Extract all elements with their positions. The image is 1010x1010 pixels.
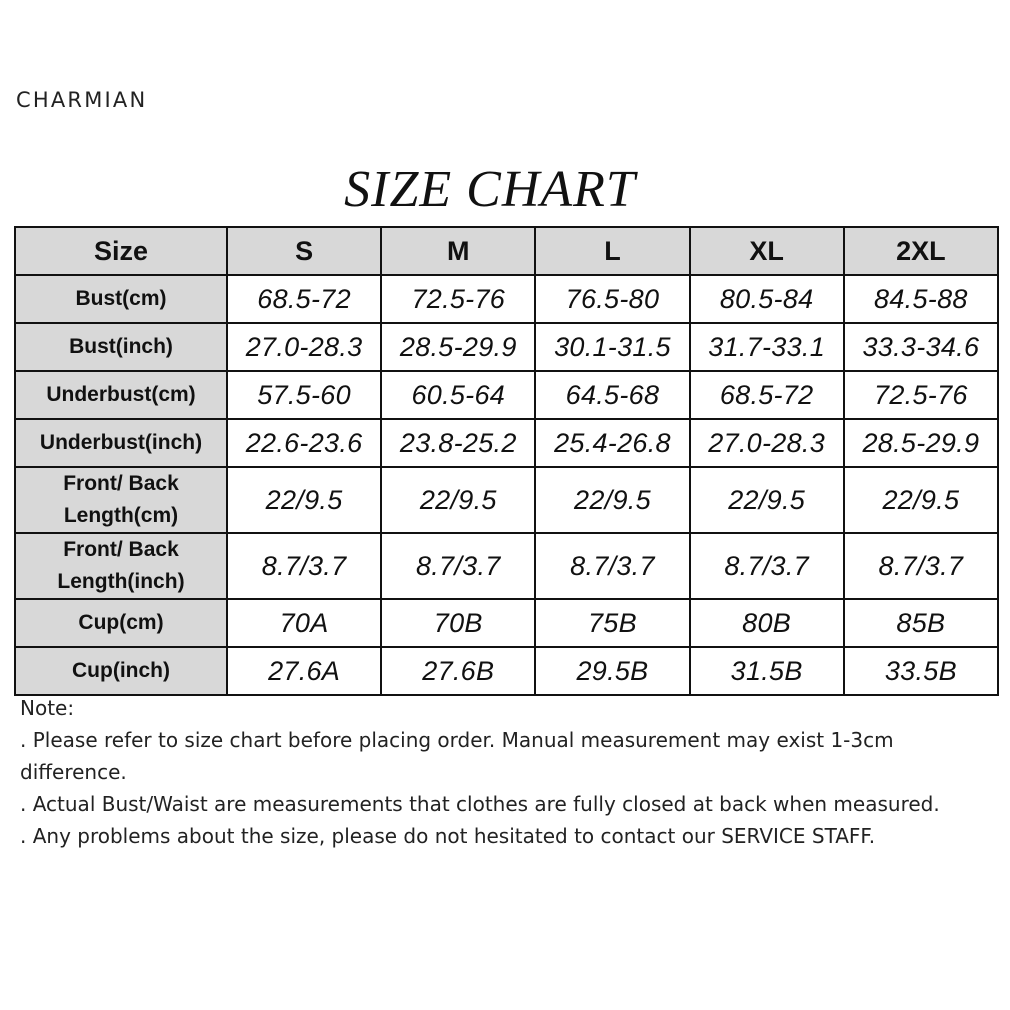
table-cell: 23.8-25.2 — [381, 419, 535, 467]
table-cell: 68.5-72 — [227, 275, 381, 323]
table-row — [15, 419, 998, 467]
table-cell: 8.7/3.7 — [227, 533, 381, 599]
table-cell: 27.0-28.3 — [227, 323, 381, 371]
table-row — [15, 533, 998, 599]
table-cell: 27.0-28.3 — [690, 419, 844, 467]
table-cell: 64.5-68 — [535, 371, 689, 419]
table-cell: 72.5-76 — [844, 371, 998, 419]
notes-section — [20, 692, 995, 852]
table-cell: 8.7/3.7 — [381, 533, 535, 599]
table-cell: 22/9.5 — [227, 467, 381, 533]
table-cell: 8.7/3.7 — [844, 533, 998, 599]
notes-heading: Note: — [20, 696, 75, 720]
table-cell: 31.7-33.1 — [690, 323, 844, 371]
table-cell: 8.7/3.7 — [535, 533, 689, 599]
table-cell: 68.5-72 — [690, 371, 844, 419]
row-label: Underbust(cm) — [15, 371, 227, 419]
table-cell: 27.6A — [227, 647, 381, 695]
table-row — [15, 371, 998, 419]
size-header: XL — [690, 227, 844, 275]
row-label: Bust(cm) — [15, 275, 227, 323]
row-label: Underbust(inch) — [15, 419, 227, 467]
table-cell: 22/9.5 — [381, 467, 535, 533]
row-label: Cup(cm) — [15, 599, 227, 647]
table-cell: 22/9.5 — [535, 467, 689, 533]
note-item: . Please refer to size chart before placing order. Manual measurement may exist 1-3cm difference. — [20, 728, 894, 784]
table-header-row — [15, 227, 998, 275]
table-cell: 31.5B — [690, 647, 844, 695]
table-cell: 72.5-76 — [381, 275, 535, 323]
table-cell: 80.5-84 — [690, 275, 844, 323]
row-label: Bust(inch) — [15, 323, 227, 371]
table-cell: 70A — [227, 599, 381, 647]
table-cell: 33.5B — [844, 647, 998, 695]
row-label: Front/ Back Length(inch) — [15, 533, 227, 599]
row-label: Cup(inch) — [15, 647, 227, 695]
table-cell: 22/9.5 — [844, 467, 998, 533]
table-row — [15, 275, 998, 323]
table-row — [15, 599, 998, 647]
table-cell: 80B — [690, 599, 844, 647]
table-cell: 70B — [381, 599, 535, 647]
table-row — [15, 647, 998, 695]
size-header: 2XL — [844, 227, 998, 275]
table-cell: 57.5-60 — [227, 371, 381, 419]
table-cell: 28.5-29.9 — [381, 323, 535, 371]
note-item: . Actual Bust/Waist are measurements that clothes are fully closed at back when measured. — [20, 792, 940, 816]
table-cell: 22/9.5 — [690, 467, 844, 533]
row-label: Front/ Back Length(cm) — [15, 467, 227, 533]
table-cell: 30.1-31.5 — [535, 323, 689, 371]
table-cell: 33.3-34.6 — [844, 323, 998, 371]
table-cell: 60.5-64 — [381, 371, 535, 419]
size-chart-table — [14, 226, 999, 696]
table-row — [15, 467, 998, 533]
brand-logo: CHARMIAN — [16, 88, 148, 112]
table-cell: 25.4-26.8 — [535, 419, 689, 467]
table-cell: 8.7/3.7 — [690, 533, 844, 599]
size-header: M — [381, 227, 535, 275]
table-cell: 84.5-88 — [844, 275, 998, 323]
size-header: L — [535, 227, 689, 275]
table-cell: 85B — [844, 599, 998, 647]
table-row — [15, 323, 998, 371]
table-cell: 29.5B — [535, 647, 689, 695]
corner-header: Size — [15, 227, 227, 275]
table-cell: 75B — [535, 599, 689, 647]
size-header: S — [227, 227, 381, 275]
table-cell: 27.6B — [381, 647, 535, 695]
note-item: . Any problems about the size, please do not hesitated to contact our SERVICE STAFF. — [20, 824, 876, 848]
table-cell: 76.5-80 — [535, 275, 689, 323]
table-cell: 22.6-23.6 — [227, 419, 381, 467]
page-title: SIZE CHART — [344, 161, 636, 218]
table-cell: 28.5-29.9 — [844, 419, 998, 467]
